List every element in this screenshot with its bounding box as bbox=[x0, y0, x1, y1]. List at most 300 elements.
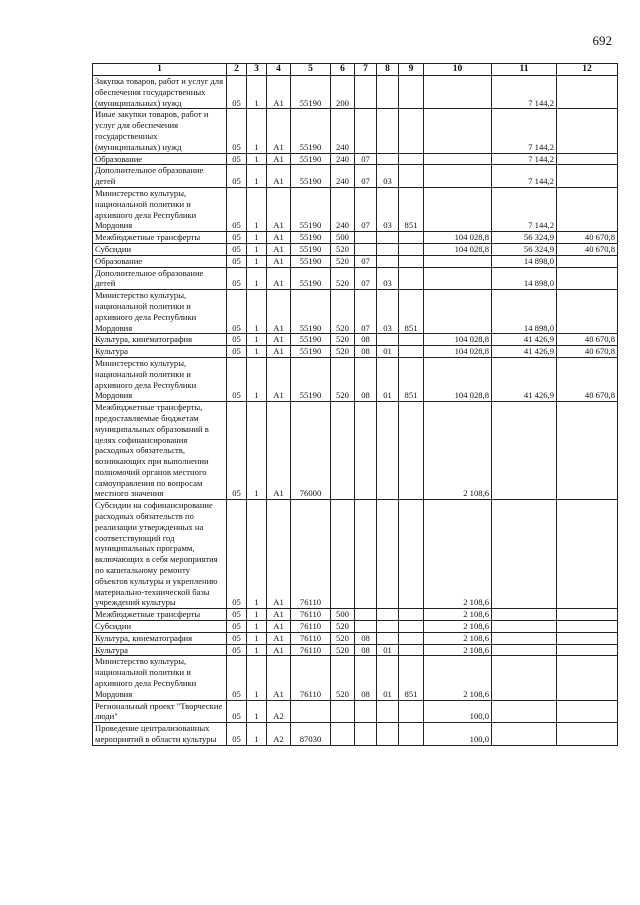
code-cell: 851 bbox=[399, 656, 424, 700]
table-row bbox=[93, 723, 618, 746]
code-cell bbox=[355, 243, 377, 255]
amount-cell: 104 028,8 bbox=[424, 334, 492, 346]
amount-cell bbox=[557, 267, 618, 290]
row-name-cell: Субсидии bbox=[93, 621, 227, 633]
amount-cell: 100,0 bbox=[424, 723, 492, 746]
code-cell: 1 bbox=[247, 656, 267, 700]
code-cell bbox=[331, 723, 355, 746]
code-cell: 1 bbox=[247, 187, 267, 231]
code-cell: 851 bbox=[399, 290, 424, 334]
code-cell: 1 bbox=[247, 500, 267, 609]
code-cell: А1 bbox=[267, 609, 291, 621]
amount-cell bbox=[557, 700, 618, 723]
code-cell: 03 bbox=[377, 187, 399, 231]
code-cell bbox=[355, 402, 377, 500]
amount-cell bbox=[424, 290, 492, 334]
code-cell: 01 bbox=[377, 644, 399, 656]
amount-cell: 104 028,8 bbox=[424, 243, 492, 255]
code-cell: 05 bbox=[227, 243, 247, 255]
amount-cell bbox=[557, 109, 618, 153]
code-cell: 08 bbox=[355, 346, 377, 358]
amount-cell bbox=[557, 165, 618, 188]
row-name-cell: Министерство культуры, национальной политики и архивного дела Республики Мордовия bbox=[93, 290, 227, 334]
code-cell: 1 bbox=[247, 255, 267, 267]
code-cell bbox=[291, 700, 331, 723]
code-cell: 03 bbox=[377, 165, 399, 188]
code-cell: 520 bbox=[331, 346, 355, 358]
amount-cell bbox=[557, 621, 618, 633]
code-cell bbox=[377, 109, 399, 153]
table-body bbox=[93, 76, 618, 746]
code-cell: 03 bbox=[377, 290, 399, 334]
code-cell: 76000 bbox=[291, 402, 331, 500]
code-cell bbox=[399, 346, 424, 358]
code-cell bbox=[399, 644, 424, 656]
code-cell: 76110 bbox=[291, 609, 331, 621]
table-row bbox=[93, 255, 618, 267]
code-cell: 1 bbox=[247, 165, 267, 188]
amount-cell bbox=[557, 290, 618, 334]
code-cell: 1 bbox=[247, 243, 267, 255]
amount-cell bbox=[492, 700, 557, 723]
code-cell: А1 bbox=[267, 232, 291, 244]
code-cell bbox=[355, 76, 377, 109]
code-cell: 05 bbox=[227, 402, 247, 500]
amount-cell bbox=[424, 255, 492, 267]
amount-cell: 56 324,9 bbox=[492, 243, 557, 255]
code-cell: 520 bbox=[331, 644, 355, 656]
amount-cell: 7 144,2 bbox=[492, 109, 557, 153]
row-name-cell: Культура bbox=[93, 644, 227, 656]
table-row bbox=[93, 500, 618, 609]
amount-cell bbox=[492, 402, 557, 500]
table-row bbox=[93, 165, 618, 188]
amount-cell bbox=[492, 656, 557, 700]
code-cell bbox=[399, 243, 424, 255]
column-header: 6 bbox=[331, 64, 355, 76]
code-cell bbox=[355, 723, 377, 746]
code-cell: 55190 bbox=[291, 109, 331, 153]
code-cell: 05 bbox=[227, 187, 247, 231]
amount-cell bbox=[492, 500, 557, 609]
code-cell: А1 bbox=[267, 644, 291, 656]
code-cell: 55190 bbox=[291, 334, 331, 346]
code-cell bbox=[377, 723, 399, 746]
column-header: 8 bbox=[377, 64, 399, 76]
amount-cell bbox=[424, 76, 492, 109]
code-cell: 520 bbox=[331, 632, 355, 644]
amount-cell bbox=[424, 153, 492, 165]
code-cell bbox=[377, 232, 399, 244]
amount-cell: 2 108,6 bbox=[424, 644, 492, 656]
code-cell: А1 bbox=[267, 621, 291, 633]
code-cell: 1 bbox=[247, 346, 267, 358]
amount-cell: 7 144,2 bbox=[492, 153, 557, 165]
amount-cell bbox=[557, 187, 618, 231]
code-cell: А1 bbox=[267, 334, 291, 346]
column-header: 4 bbox=[267, 64, 291, 76]
code-cell: 55190 bbox=[291, 165, 331, 188]
row-name-cell: Министерство культуры, национальной политики и архивного дела Республики Мордовия bbox=[93, 187, 227, 231]
amount-cell: 40 670,8 bbox=[557, 243, 618, 255]
amount-cell: 2 108,6 bbox=[424, 500, 492, 609]
code-cell: 03 bbox=[377, 267, 399, 290]
row-name-cell: Проведение централизованных мероприятий в области культуры bbox=[93, 723, 227, 746]
amount-cell bbox=[492, 632, 557, 644]
amount-cell: 40 670,8 bbox=[557, 334, 618, 346]
code-cell bbox=[377, 402, 399, 500]
code-cell: 08 bbox=[355, 632, 377, 644]
code-cell: 05 bbox=[227, 346, 247, 358]
code-cell: 55190 bbox=[291, 290, 331, 334]
code-cell: 1 bbox=[247, 357, 267, 401]
amount-cell: 40 670,8 bbox=[557, 346, 618, 358]
code-cell: 07 bbox=[355, 153, 377, 165]
row-name-cell: Межбюджетные трансферты bbox=[93, 609, 227, 621]
column-header: 7 bbox=[355, 64, 377, 76]
table-row bbox=[93, 109, 618, 153]
code-cell: А1 bbox=[267, 153, 291, 165]
code-cell: 500 bbox=[331, 232, 355, 244]
code-cell: 01 bbox=[377, 656, 399, 700]
code-cell: 55190 bbox=[291, 357, 331, 401]
code-cell bbox=[355, 700, 377, 723]
row-name-cell: Образование bbox=[93, 255, 227, 267]
code-cell bbox=[377, 76, 399, 109]
code-cell: А1 bbox=[267, 165, 291, 188]
column-header: 10 bbox=[424, 64, 492, 76]
amount-cell: 2 108,6 bbox=[424, 402, 492, 500]
code-cell: 07 bbox=[355, 290, 377, 334]
code-cell bbox=[399, 267, 424, 290]
code-cell: 05 bbox=[227, 334, 247, 346]
code-cell: 520 bbox=[331, 255, 355, 267]
amount-cell bbox=[557, 609, 618, 621]
code-cell bbox=[399, 232, 424, 244]
code-cell: 08 bbox=[355, 334, 377, 346]
code-cell: 1 bbox=[247, 609, 267, 621]
code-cell bbox=[399, 76, 424, 109]
amount-cell: 2 108,6 bbox=[424, 621, 492, 633]
table-row bbox=[93, 402, 618, 500]
table-header-row bbox=[93, 64, 618, 76]
amount-cell bbox=[557, 723, 618, 746]
code-cell bbox=[399, 109, 424, 153]
row-name-cell: Культура, кинематография bbox=[93, 334, 227, 346]
column-header: 5 bbox=[291, 64, 331, 76]
code-cell: 05 bbox=[227, 632, 247, 644]
table-row bbox=[93, 290, 618, 334]
table-row bbox=[93, 632, 618, 644]
code-cell: 55190 bbox=[291, 232, 331, 244]
code-cell: 05 bbox=[227, 357, 247, 401]
code-cell bbox=[399, 165, 424, 188]
code-cell: 520 bbox=[331, 267, 355, 290]
amount-cell: 2 108,6 bbox=[424, 632, 492, 644]
code-cell: А1 bbox=[267, 243, 291, 255]
amount-cell: 14 898,0 bbox=[492, 255, 557, 267]
table-row bbox=[93, 644, 618, 656]
code-cell bbox=[331, 402, 355, 500]
amount-cell: 100,0 bbox=[424, 700, 492, 723]
code-cell: А1 bbox=[267, 109, 291, 153]
code-cell: 01 bbox=[377, 346, 399, 358]
code-cell: 07 bbox=[355, 165, 377, 188]
table-row bbox=[93, 153, 618, 165]
code-cell bbox=[331, 700, 355, 723]
amount-cell bbox=[492, 609, 557, 621]
code-cell: 1 bbox=[247, 402, 267, 500]
code-cell: 05 bbox=[227, 165, 247, 188]
code-cell: 240 bbox=[331, 153, 355, 165]
code-cell: 87030 bbox=[291, 723, 331, 746]
row-name-cell: Субсидии bbox=[93, 243, 227, 255]
code-cell: 55190 bbox=[291, 187, 331, 231]
amount-cell: 56 324,9 bbox=[492, 232, 557, 244]
table-row bbox=[93, 357, 618, 401]
code-cell: 55190 bbox=[291, 255, 331, 267]
amount-cell: 7 144,2 bbox=[492, 165, 557, 188]
amount-cell: 40 670,8 bbox=[557, 357, 618, 401]
code-cell bbox=[399, 402, 424, 500]
code-cell: 55190 bbox=[291, 267, 331, 290]
code-cell: А2 bbox=[267, 723, 291, 746]
code-cell bbox=[377, 255, 399, 267]
amount-cell: 41 426,9 bbox=[492, 334, 557, 346]
code-cell: 76110 bbox=[291, 500, 331, 609]
row-name-cell: Региональный проект "Творческие люди" bbox=[93, 700, 227, 723]
code-cell: 01 bbox=[377, 357, 399, 401]
code-cell: А2 bbox=[267, 700, 291, 723]
amount-cell: 2 108,6 bbox=[424, 609, 492, 621]
code-cell bbox=[399, 255, 424, 267]
amount-cell bbox=[424, 165, 492, 188]
code-cell: 05 bbox=[227, 255, 247, 267]
column-header: 9 bbox=[399, 64, 424, 76]
code-cell: 07 bbox=[355, 267, 377, 290]
amount-cell: 104 028,8 bbox=[424, 346, 492, 358]
code-cell: 520 bbox=[331, 621, 355, 633]
code-cell bbox=[377, 500, 399, 609]
code-cell: 1 bbox=[247, 76, 267, 109]
table-row bbox=[93, 232, 618, 244]
code-cell: 520 bbox=[331, 357, 355, 401]
code-cell bbox=[355, 500, 377, 609]
code-cell: 05 bbox=[227, 290, 247, 334]
code-cell: 76110 bbox=[291, 644, 331, 656]
row-name-cell: Министерство культуры, национальной политики и архивного дела Республики Мордовия bbox=[93, 357, 227, 401]
code-cell: 05 bbox=[227, 76, 247, 109]
code-cell: А1 bbox=[267, 187, 291, 231]
code-cell: 05 bbox=[227, 723, 247, 746]
code-cell: 1 bbox=[247, 621, 267, 633]
code-cell: 55190 bbox=[291, 346, 331, 358]
code-cell: 76110 bbox=[291, 621, 331, 633]
code-cell bbox=[331, 500, 355, 609]
code-cell bbox=[355, 109, 377, 153]
table-row bbox=[93, 267, 618, 290]
code-cell: 1 bbox=[247, 290, 267, 334]
code-cell: 05 bbox=[227, 621, 247, 633]
code-cell: А1 bbox=[267, 402, 291, 500]
amount-cell: 104 028,8 bbox=[424, 357, 492, 401]
code-cell: 07 bbox=[355, 187, 377, 231]
code-cell bbox=[399, 500, 424, 609]
code-cell bbox=[399, 632, 424, 644]
amount-cell bbox=[492, 621, 557, 633]
code-cell: 1 bbox=[247, 267, 267, 290]
table-row bbox=[93, 621, 618, 633]
row-name-cell: Дополнительное образование детей bbox=[93, 165, 227, 188]
code-cell: 520 bbox=[331, 656, 355, 700]
code-cell bbox=[355, 232, 377, 244]
code-cell: 08 bbox=[355, 644, 377, 656]
code-cell: 520 bbox=[331, 243, 355, 255]
code-cell: 05 bbox=[227, 500, 247, 609]
code-cell: А1 bbox=[267, 255, 291, 267]
amount-cell: 41 426,9 bbox=[492, 346, 557, 358]
code-cell: 55190 bbox=[291, 76, 331, 109]
code-cell bbox=[377, 609, 399, 621]
code-cell: 1 bbox=[247, 334, 267, 346]
code-cell: 1 bbox=[247, 700, 267, 723]
table-row bbox=[93, 187, 618, 231]
code-cell: А1 bbox=[267, 357, 291, 401]
code-cell: А1 bbox=[267, 656, 291, 700]
amount-cell bbox=[557, 402, 618, 500]
code-cell: 05 bbox=[227, 109, 247, 153]
column-header: 11 bbox=[492, 64, 557, 76]
code-cell: А1 bbox=[267, 76, 291, 109]
code-cell: 05 bbox=[227, 232, 247, 244]
code-cell bbox=[377, 621, 399, 633]
table-row bbox=[93, 609, 618, 621]
amount-cell: 41 426,9 bbox=[492, 357, 557, 401]
code-cell bbox=[399, 609, 424, 621]
amount-cell bbox=[424, 187, 492, 231]
code-cell: 1 bbox=[247, 723, 267, 746]
code-cell: 1 bbox=[247, 632, 267, 644]
amount-cell bbox=[557, 153, 618, 165]
budget-table bbox=[92, 63, 618, 746]
column-header: 3 bbox=[247, 64, 267, 76]
code-cell bbox=[355, 609, 377, 621]
code-cell: А1 bbox=[267, 632, 291, 644]
column-header: 1 bbox=[93, 64, 227, 76]
code-cell: 76110 bbox=[291, 656, 331, 700]
row-name-cell: Субсидии на софинансирование расходных обязательств по реализации утвержденных на соответствующий год муниципальных программ, включающих в себя мероприятия по капитальному ремонту объектов культуры и укреплению материально-технической базы учреждений культуры bbox=[93, 500, 227, 609]
code-cell: 500 bbox=[331, 609, 355, 621]
code-cell bbox=[377, 334, 399, 346]
code-cell: 08 bbox=[355, 656, 377, 700]
table-row bbox=[93, 656, 618, 700]
code-cell: 05 bbox=[227, 267, 247, 290]
column-header: 12 bbox=[557, 64, 618, 76]
amount-cell bbox=[557, 255, 618, 267]
column-header: 2 bbox=[227, 64, 247, 76]
code-cell: 200 bbox=[331, 76, 355, 109]
amount-cell bbox=[557, 632, 618, 644]
code-cell: 05 bbox=[227, 644, 247, 656]
code-cell: 07 bbox=[355, 255, 377, 267]
code-cell: 520 bbox=[331, 334, 355, 346]
amount-cell: 104 028,8 bbox=[424, 232, 492, 244]
code-cell bbox=[399, 621, 424, 633]
amount-cell: 14 898,0 bbox=[492, 267, 557, 290]
code-cell bbox=[399, 723, 424, 746]
code-cell: 1 bbox=[247, 232, 267, 244]
amount-cell bbox=[557, 500, 618, 609]
amount-cell: 7 144,2 bbox=[492, 187, 557, 231]
row-name-cell: Закупка товаров, работ и услуг для обеспечения государственных (муниципальных) нужд bbox=[93, 76, 227, 109]
code-cell: 05 bbox=[227, 153, 247, 165]
code-cell: 1 bbox=[247, 109, 267, 153]
code-cell: 240 bbox=[331, 187, 355, 231]
code-cell bbox=[377, 153, 399, 165]
table-row bbox=[93, 243, 618, 255]
code-cell bbox=[377, 700, 399, 723]
table-row bbox=[93, 346, 618, 358]
amount-cell bbox=[557, 644, 618, 656]
code-cell: 240 bbox=[331, 109, 355, 153]
row-name-cell: Межбюджетные трансферты bbox=[93, 232, 227, 244]
code-cell: 240 bbox=[331, 165, 355, 188]
code-cell bbox=[377, 243, 399, 255]
code-cell: 55190 bbox=[291, 243, 331, 255]
row-name-cell: Межбюджетные трансферты, предоставляемые бюджетам муниципальных образований в целях софинансирования расходных обязательств, возникающих при выполнении полномочий органов местного самоуправления по вопросам местного значения bbox=[93, 402, 227, 500]
amount-cell: 2 108,6 bbox=[424, 656, 492, 700]
code-cell bbox=[399, 700, 424, 723]
amount-cell: 14 898,0 bbox=[492, 290, 557, 334]
page-number: 692 bbox=[592, 33, 612, 48]
table-row bbox=[93, 700, 618, 723]
code-cell bbox=[399, 334, 424, 346]
amount-cell: 40 670,8 bbox=[557, 232, 618, 244]
amount-cell bbox=[492, 644, 557, 656]
table-row bbox=[93, 334, 618, 346]
code-cell: 851 bbox=[399, 187, 424, 231]
amount-cell bbox=[557, 76, 618, 109]
row-name-cell: Дополнительное образование детей bbox=[93, 267, 227, 290]
code-cell bbox=[355, 621, 377, 633]
row-name-cell: Иные закупки товаров, работ и услуг для обеспечения государственных (муниципальных) нужд bbox=[93, 109, 227, 153]
code-cell: А1 bbox=[267, 290, 291, 334]
row-name-cell: Министерство культуры, национальной политики и архивного дела Республики Мордовия bbox=[93, 656, 227, 700]
table-row bbox=[93, 76, 618, 109]
amount-cell bbox=[557, 656, 618, 700]
row-name-cell: Образование bbox=[93, 153, 227, 165]
code-cell: 851 bbox=[399, 357, 424, 401]
amount-cell bbox=[492, 723, 557, 746]
row-name-cell: Культура bbox=[93, 346, 227, 358]
code-cell: 05 bbox=[227, 656, 247, 700]
row-name-cell: Культура, кинематография bbox=[93, 632, 227, 644]
code-cell: 55190 bbox=[291, 153, 331, 165]
code-cell: 05 bbox=[227, 609, 247, 621]
code-cell bbox=[399, 153, 424, 165]
code-cell: 1 bbox=[247, 644, 267, 656]
code-cell bbox=[377, 632, 399, 644]
code-cell: 1 bbox=[247, 153, 267, 165]
code-cell: А1 bbox=[267, 500, 291, 609]
code-cell: А1 bbox=[267, 267, 291, 290]
amount-cell bbox=[424, 109, 492, 153]
code-cell: А1 bbox=[267, 346, 291, 358]
code-cell: 08 bbox=[355, 357, 377, 401]
code-cell: 05 bbox=[227, 700, 247, 723]
code-cell: 520 bbox=[331, 290, 355, 334]
code-cell: 76110 bbox=[291, 632, 331, 644]
